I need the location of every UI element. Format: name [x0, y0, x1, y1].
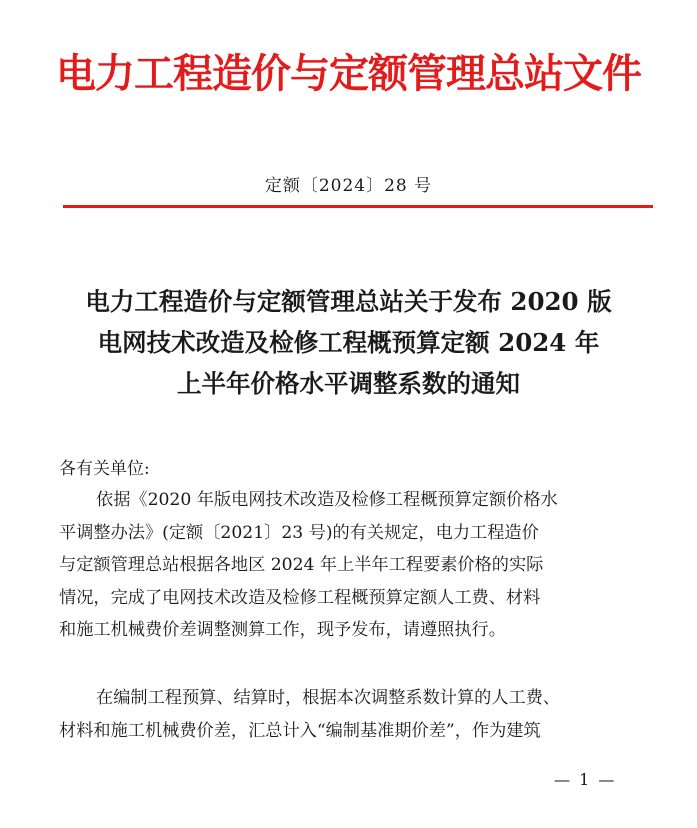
notice-title [40, 281, 657, 404]
notice-title-line: 电力工程造价与定额管理总站关于发布 2020 版 [85, 287, 612, 316]
paragraph-line: 在编制工程预算、结算时，根据本次调整系数计算的人工费、 [96, 688, 561, 708]
salutation: 各有关单位: [59, 459, 150, 479]
paragraph-line: 和施工机械费价差调整测算工作，现予发布，请遵照执行。 [59, 620, 506, 640]
issuer-header-title: 电力工程造价与定额管理总站文件 [56, 50, 641, 97]
paragraph-line: 与定额管理总站根据各地区 2024 年上半年工程要素价格的实际 [59, 555, 544, 575]
body-paragraph-2 [59, 682, 653, 747]
paragraph-line: 情况，完成了电网技术改造及检修工程概预算定额人工费、材料 [59, 587, 541, 608]
document-number: 定额〔2024〕28 号 [264, 176, 433, 196]
page-number: — 1 — [554, 770, 617, 789]
paragraph-line: 材料和施工机械费价差，汇总计入“编制基准期价差”，作为建筑 [59, 720, 541, 741]
red-divider-line [63, 205, 653, 208]
body-paragraph-1 [59, 484, 653, 647]
paragraph-line: 依据《2020 年版电网技术改造及检修工程概预算定额价格水 [96, 490, 558, 510]
notice-title-line: 上半年价格水平调整系数的通知 [177, 369, 520, 398]
notice-title-line: 电网技术改造及检修工程概预算定额 2024 年 [97, 328, 600, 357]
paragraph-line: 平调整办法》(定额〔2021〕23 号)的有关规定，电力工程造价 [59, 522, 539, 543]
